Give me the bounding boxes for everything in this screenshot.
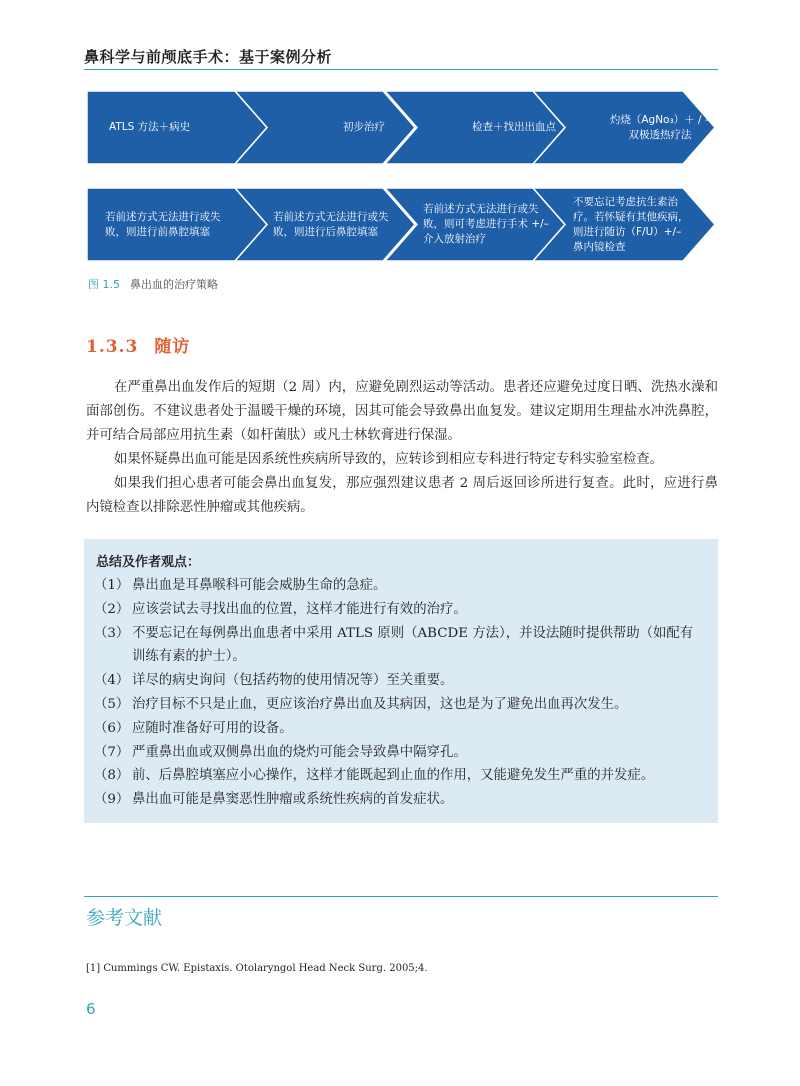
flow-step-line: 双极透热疗法 <box>628 128 692 141</box>
item-text: 前、后鼻腔填塞应小心操作，这样才能既起到止血的作用，又能避免发生严重的并发症。 <box>132 768 655 784</box>
summary-item <box>94 788 706 812</box>
flow-step-line: 败，则可考虑进行手术 +/– <box>423 218 549 230</box>
flow-step-line: 介入放射治疗 <box>423 233 486 245</box>
flow-step-label <box>105 188 255 261</box>
flowchart-row-2 <box>87 188 715 261</box>
flow-step-line: 败，则进行前鼻腔填塞 <box>105 225 210 238</box>
header-divider <box>84 69 718 70</box>
item-index: （8） <box>94 768 130 784</box>
flow-step-line: 若前述方式无法进行或失 <box>423 203 539 215</box>
figure-label: 图 1.5 <box>88 278 120 291</box>
figure-caption-text: 鼻出血的治疗策略 <box>130 278 218 291</box>
item-text: 不要忘记在每例鼻出血患者中采用 ATLS 原则（ABCDE 方法），并设法随时提供帮助（如配有训练有素的护士）。 <box>132 625 694 665</box>
section-heading <box>86 332 190 357</box>
summary-item <box>94 717 706 741</box>
item-index: （1） <box>94 578 130 593</box>
flow-step-line: 鼻内镜检查 <box>573 240 626 253</box>
flow-step-line: 检查＋找出出血点 <box>472 121 556 133</box>
references-list <box>86 963 428 974</box>
flow-step-label <box>273 188 413 261</box>
item-text: 应该尝试去寻找出血的位置，这样才能进行有效的治疗。 <box>132 601 467 617</box>
item-text: 应随时准备好可用的设备。 <box>132 720 293 736</box>
running-header-title: 鼻科学与前颅底手术：基于案例分析 <box>84 48 333 66</box>
summary-item <box>94 764 706 788</box>
item-text: 严重鼻出血或双侧鼻出血的烧灼可能会导致鼻中隔穿孔。 <box>132 744 467 760</box>
flow-step-line: 则进行随访（F/U）+/– <box>573 225 682 238</box>
item-index: （2） <box>94 601 130 617</box>
summary-item <box>94 622 706 670</box>
flow-step-line: 疗。若怀疑有其他疾病， <box>573 210 689 223</box>
item-index: （3） <box>94 625 130 641</box>
section-title: 随访 <box>154 337 191 357</box>
flow-step-label <box>305 91 423 164</box>
item-text: 详尽的病史询问（包括药物的使用情况等）至关重要。 <box>132 673 454 689</box>
item-index: （7） <box>94 744 130 760</box>
flow-step-line: 若前述方式无法进行或失 <box>273 210 389 223</box>
reference-item: [1] Cummings CW. Epistaxis. Otolaryngol Head Neck Surg. 2005;4. <box>86 963 428 974</box>
summary-item <box>94 598 706 622</box>
flow-step-label <box>423 188 573 261</box>
paragraph: 如果我们担心患者可能会鼻出血复发，那应强烈建议患者 2 周后返回诊所进行复查。此时，应进行鼻内镜检查以排除恶性肿瘤或其他疾病。 <box>86 476 718 515</box>
item-text: 鼻出血是耳鼻喉科可能会威胁生命的急症。 <box>132 578 387 593</box>
references-heading: 参考文献 <box>86 907 163 929</box>
summary-item <box>94 693 706 717</box>
flow-step-line: ATLS 方法＋病史 <box>109 121 191 133</box>
flow-step-line: 败，则进行后鼻腔填塞 <box>273 225 378 238</box>
flow-step-label <box>109 91 259 164</box>
item-text: 治疗目标不只是止血，更应该治疗鼻出血及其病因，这也是为了避免出血再次发生。 <box>132 696 628 712</box>
page-number: 6 <box>86 1000 96 1018</box>
summary-item <box>94 741 706 765</box>
item-index: （4） <box>94 673 130 689</box>
summary-box <box>84 539 718 823</box>
references-divider <box>84 896 718 897</box>
flow-step-line: 灼烧（AgNo₃）＋ / – <box>609 113 711 126</box>
flow-step-line: 若前述方式无法进行或失 <box>105 210 221 223</box>
flowchart-row-1 <box>87 91 715 164</box>
section-number: 1.3.3 <box>86 337 139 357</box>
flow-step-line: 初步治疗 <box>343 121 385 133</box>
paragraph: 如果怀疑鼻出血可能是因系统性疾病所导致的，应转诊到相应专科进行特定专科实验室检查。 <box>114 452 664 467</box>
summary-item <box>94 669 706 693</box>
item-index: （6） <box>94 720 130 736</box>
flow-step-label <box>595 91 725 164</box>
body-text <box>86 376 718 520</box>
item-index: （9） <box>94 792 130 808</box>
summary-list <box>94 574 706 812</box>
summary-item <box>94 574 706 598</box>
item-index: （5） <box>94 696 130 712</box>
flow-step-line: 不要忘记考虑抗生素治 <box>573 195 678 208</box>
item-text: 鼻出血可能是鼻窦恶性肿瘤或系统性疾病的首发症状。 <box>132 792 454 808</box>
summary-title: 总结及作者观点： <box>96 555 201 570</box>
flow-step-label <box>455 91 573 164</box>
paragraph: 在严重鼻出血发作后的短期（2 周）内，应避免剧烈运动等活动。患者还应避免过度日晒、洗热水澡和面部创伤。不建议患者处于温暖干燥的环境，因其可能会导致鼻出血复发。建议定期用生理盐水冲洗鼻腔，并可结合局部应用抗生素（如杆菌肽）或凡士林软膏进行保湿。 <box>86 380 718 443</box>
flow-step-label <box>573 188 713 261</box>
figure-caption <box>88 276 218 292</box>
